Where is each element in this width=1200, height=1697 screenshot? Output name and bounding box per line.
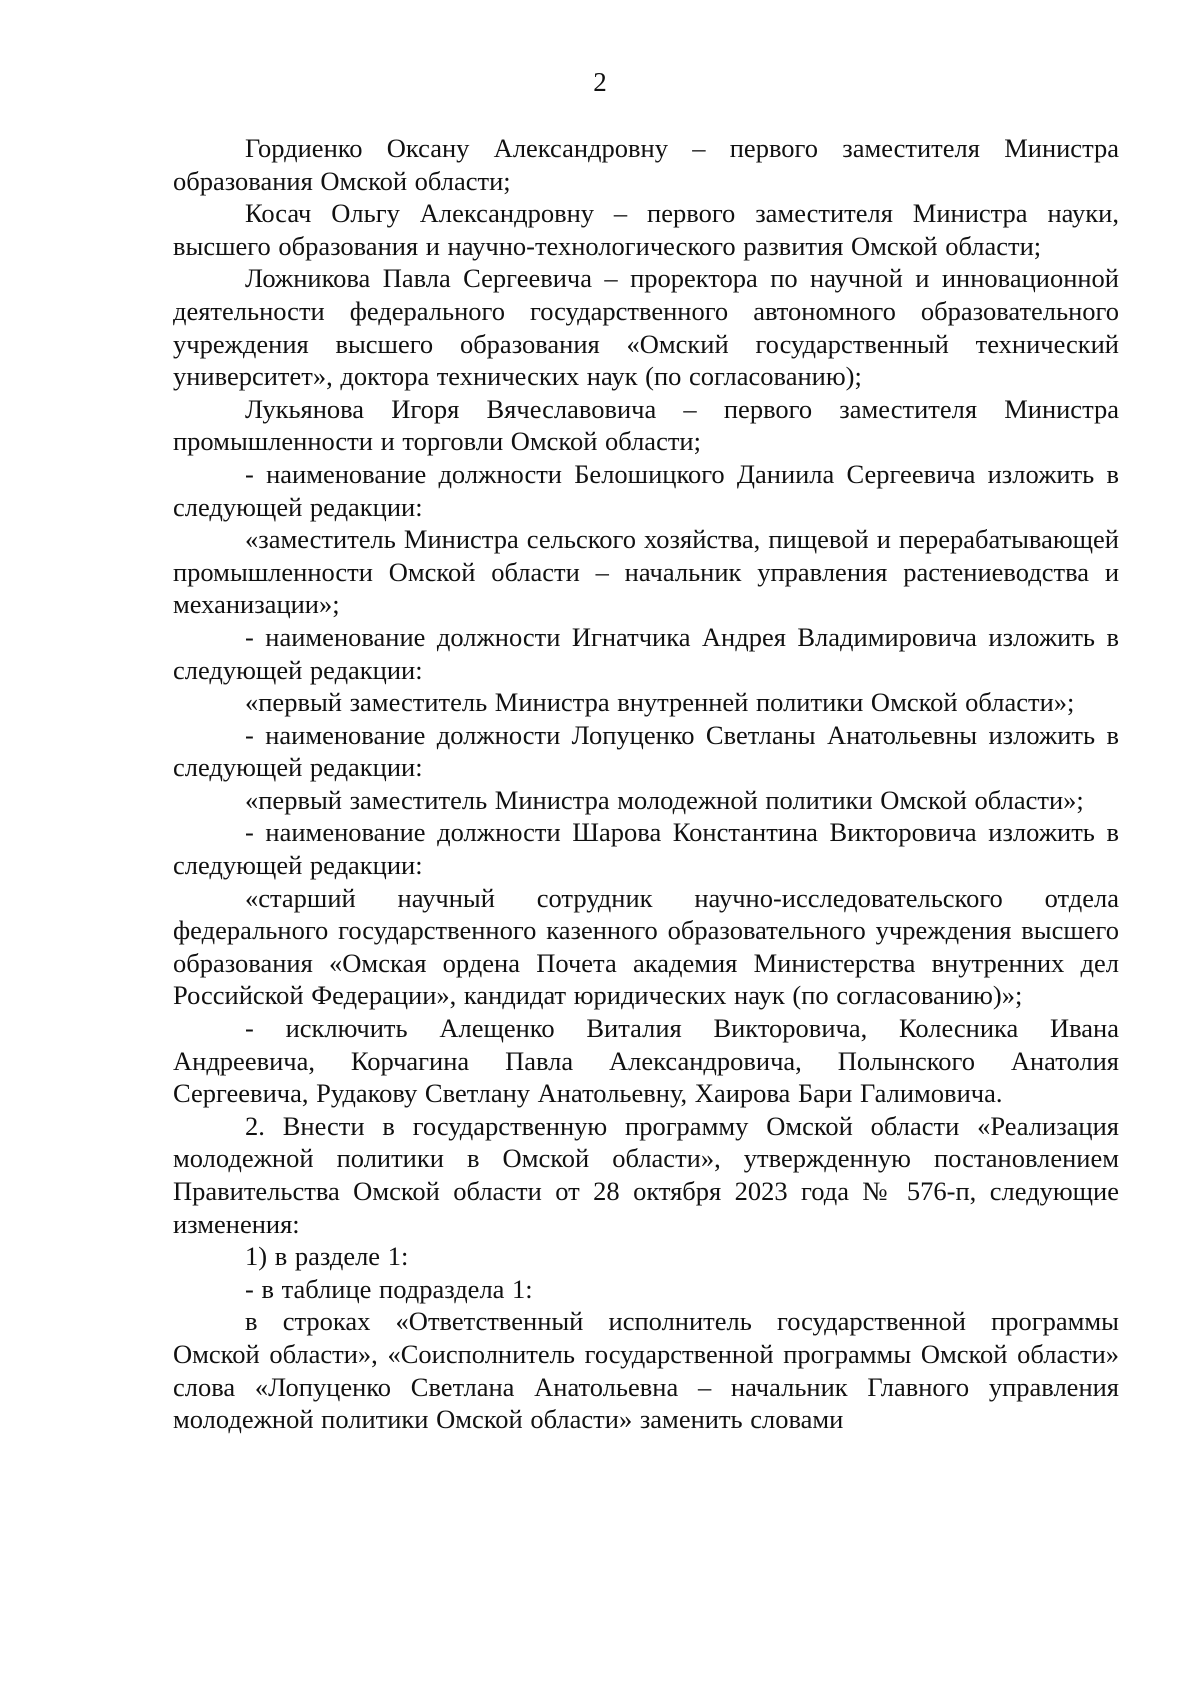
- paragraph: - наименование должности Шарова Константина Викторовича изложить в следующей редакции:: [173, 817, 1119, 881]
- paragraph: Гордиенко Оксану Александровну – первого заместителя Министра образования Омской области;: [173, 133, 1119, 196]
- paragraph: - в таблице подраздела 1:: [245, 1273, 533, 1304]
- paragraph: 1) в разделе 1:: [245, 1241, 409, 1272]
- paragraph: Косач Ольгу Александровну – первого заместителя Министра науки, высшего образования и научно-технологического развития Омской области;: [173, 198, 1119, 261]
- paragraph: Ложникова Павла Сергеевича – проректора по научной и инновационной деятельности федерального государственного автономного образовательного учреждения высшего образования «Омский государственный технический университет», доктора технических наук (по согласованию);: [173, 263, 1119, 392]
- page-number: 2: [593, 67, 607, 97]
- paragraph: - наименование должности Игнатчика Андрея Владимировича изложить в следующей редакции:: [173, 621, 1119, 685]
- paragraph: - наименование должности Белошицкого Даниила Сергеевича изложить в следующей редакции:: [173, 458, 1119, 522]
- paragraph: «первый заместитель Министра внутренней политики Омской области»;: [245, 687, 1075, 718]
- paragraph: - наименование должности Лопуценко Светланы Анатольевны изложить в следующей редакции:: [173, 719, 1119, 783]
- document-body: [173, 132, 1119, 1436]
- paragraph: «первый заместитель Министра молодежной политики Омской области»;: [245, 784, 1084, 815]
- paragraph: - исключить Алещенко Виталия Викторовича, Колесника Ивана Андреевича, Корчагина Павла Александровича, Полынского Анатолия Сергеевича, Рудакову Светлану Анатольевну, Хаирова Бари Галимовича.: [173, 1013, 1119, 1109]
- paragraph: «старший научный сотрудник научно-исследовательского отдела федерального государственного казенного образовательного учреждения высшего образования «Омская ордена Почета академия Министерства внутренних дел Российской Федерации», кандидат юридических наук (по согласованию)»;: [173, 882, 1119, 1011]
- paragraph: «заместитель Министра сельского хозяйства, пищевой и перерабатывающей промышленности Омской области – начальник управления растениеводства и механизации»;: [173, 524, 1119, 620]
- paragraph: в строках «Ответственный исполнитель государственной программы Омской области», «Соисполнитель государственной программы Омской области» слова «Лопуценко Светлана Анатольевна – начальник Главного управления молодежной политики Омской области» заменить словами: [173, 1306, 1119, 1435]
- paragraph: Лукьянова Игоря Вячеславовича – первого заместителя Министра промышленности и торговли Омской области;: [173, 393, 1119, 457]
- paragraph: 2. Внести в государственную программу Омской области «Реализация молодежной политики в Омской области», утвержденную постановлением Правительства Омской области от 28 октября 2023 года № 576-п, следующие изменения:: [173, 1110, 1119, 1239]
